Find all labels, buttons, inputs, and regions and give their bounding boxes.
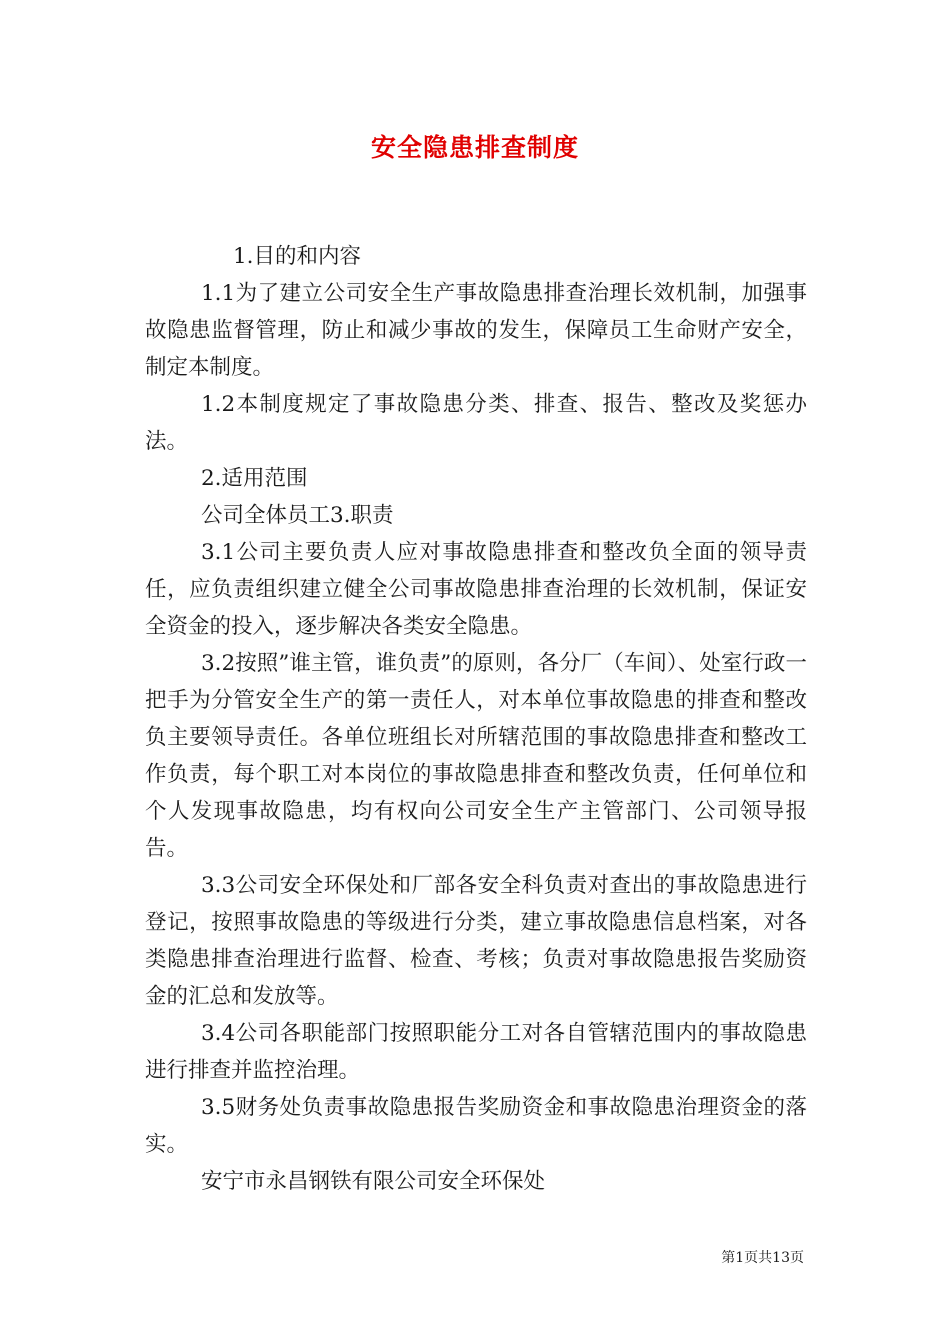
- paragraph-scope-duties: 公司全体员工3.职责: [201, 503, 394, 528]
- page-number: 第1页共13页: [721, 1250, 804, 1266]
- document-title: 安全隐患排查制度: [370, 133, 579, 162]
- paragraph-3-3: 3.3公司安全环保处和厂部各安全科负责对查出的事故隐患进行登记，按照事故隐患的等级进行分类，建立事故隐患信息档案，对各类隐患排查治理进行监督、检查、考核；负责对事故隐患报告奖励资金的汇总和发放等。: [145, 873, 807, 1009]
- paragraph-3-4: 3.4公司各职能部门按照职能分工对各自管辖范围内的事故隐患进行排查并监控治理。: [145, 1021, 807, 1083]
- paragraph-3-2: 3.2按照”谁主管，谁负责”的原则，各分厂（车间）、处室行政一把手为分管安全生产的第一责任人，对本单位事故隐患的排查和整改负主要领导责任。各单位班组长对所辖范围的事故隐患排查和整改工作负责，每个职工对本岗位的事故隐患排查和整改负责，任何单位和个人发现事故隐患，均有权向公司安全生产主管部门、公司领导报告。: [145, 651, 807, 861]
- document-body: [145, 238, 807, 1200]
- section-heading-purpose: 1.目的和内容: [233, 244, 362, 269]
- issuer-line: 安宁市永昌钢铁有限公司安全环保处: [201, 1169, 546, 1194]
- section-heading-scope: 2.适用范围: [201, 466, 308, 491]
- paragraph-3-1: 3.1公司主要负责人应对事故隐患排查和整改负全面的领导责任，应负责组织建立健全公司事故隐患排查治理的长效机制，保证安全资金的投入，逐步解决各类安全隐患。: [145, 540, 807, 639]
- paragraph-1-1: 1.1为了建立公司安全生产事故隐患排查治理长效机制，加强事故隐患监督管理，防止和减少事故的发生，保障员工生命财产安全，制定本制度。: [145, 281, 807, 380]
- paragraph-3-5: 3.5财务处负责事故隐患报告奖励资金和事故隐患治理资金的落实。: [145, 1095, 807, 1157]
- paragraph-1-2: 1.2本制度规定了事故隐患分类、排查、报告、整改及奖惩办法。: [145, 392, 807, 454]
